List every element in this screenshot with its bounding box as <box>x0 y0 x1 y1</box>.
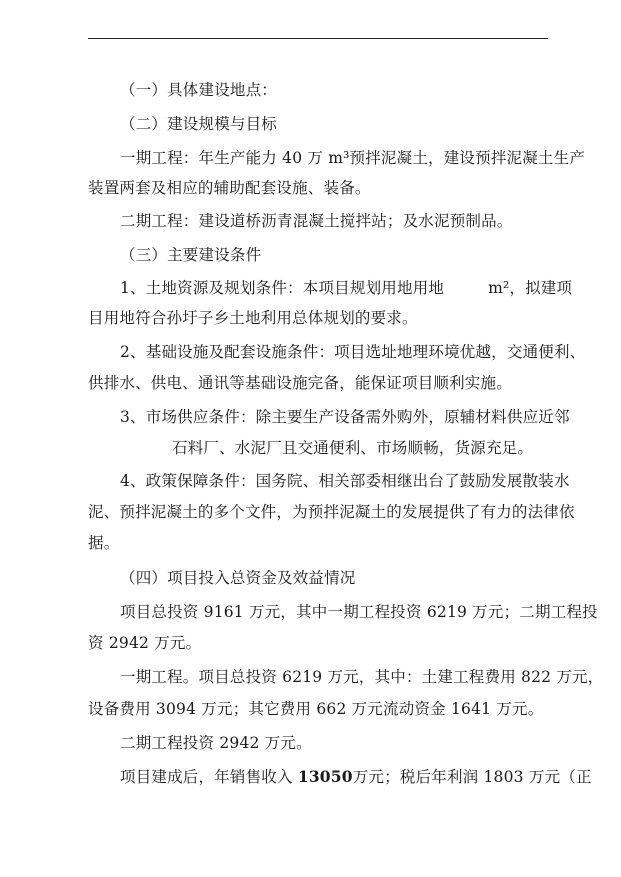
paragraph-phase2-invest: 二期工程投资 2942 万元。 <box>120 734 312 752</box>
heading-conditions: （三）主要建设条件 <box>120 246 262 264</box>
paragraph-infra-line1: 2、基础设施及配套设施条件：项目选址地理环境优越，交通便利、 <box>120 343 586 361</box>
revenue-amount: 13050 <box>297 767 353 786</box>
paragraph-land-line2: 目用地符合孙圩子乡土地利用总体规划的要求。 <box>88 309 418 327</box>
paragraph-phase2: 二期工程：建设道桥沥青混凝土搅拌站；及水泥预制品。 <box>120 212 513 230</box>
paragraph-phase1-line1: 一期工程：年生产能力 40 万 m³预拌泥凝土，建设预拌泥凝土生产 <box>120 149 586 167</box>
paragraph-market-line1: 3、市场供应条件：除主要生产设备需外购外，原辅材料供应近邻 <box>120 408 570 426</box>
heading-location: （一）具体建设地点： <box>120 81 278 99</box>
paragraph-policy-line2: 泥、预拌泥凝土的多个文件，为预拌泥凝土的发展提供了有力的法律依 <box>88 503 575 521</box>
paragraph-phase1-invest-line1: 一期工程。项目总投资 6219 万元，其中：土建工程费用 822 万元， <box>120 668 604 686</box>
paragraph-policy-line1: 4、政策保障条件：国务院、相关部委相继出台了鼓励发展散装水 <box>120 472 570 490</box>
paragraph-total-invest-line1: 项目总投资 9161 万元，其中一期工程投资 6219 万元；二期工程投 <box>120 603 598 621</box>
revenue-text-a: 项目建成后，年销售收入 <box>120 768 298 786</box>
heading-scale: （二）建设规模与目标 <box>120 115 278 133</box>
land-text-a: 1、土地资源及规划条件：本项目规划用地用地 <box>120 279 445 297</box>
paragraph-land-line1 <box>120 277 572 299</box>
paragraph-revenue <box>120 766 592 788</box>
paragraph-phase1-invest-line2: 设备费用 3094 万元；其它费用 662 万元流动资金 1641 万元。 <box>88 700 544 718</box>
paragraph-market-line2: 石料厂、水泥厂且交通便利、市场顺畅，货源充足。 <box>172 439 534 457</box>
revenue-text-b: 万元；税后年利润 1803 万元（正 <box>352 768 592 786</box>
paragraph-phase1-line2: 装置两套及相应的辅助配套设施、装备。 <box>88 179 371 197</box>
header-rule <box>88 38 548 39</box>
paragraph-policy-line3: 据。 <box>88 534 120 552</box>
paragraph-infra-line2: 供排水、供电、通讯等基础设施完备，能保证项目顺利实施。 <box>88 374 512 392</box>
heading-investment: （四）项目投入总资金及效益情况 <box>120 569 356 587</box>
land-text-b: m²，拟建项 <box>488 279 573 297</box>
paragraph-total-invest-line2: 资 2942 万元。 <box>88 634 202 652</box>
